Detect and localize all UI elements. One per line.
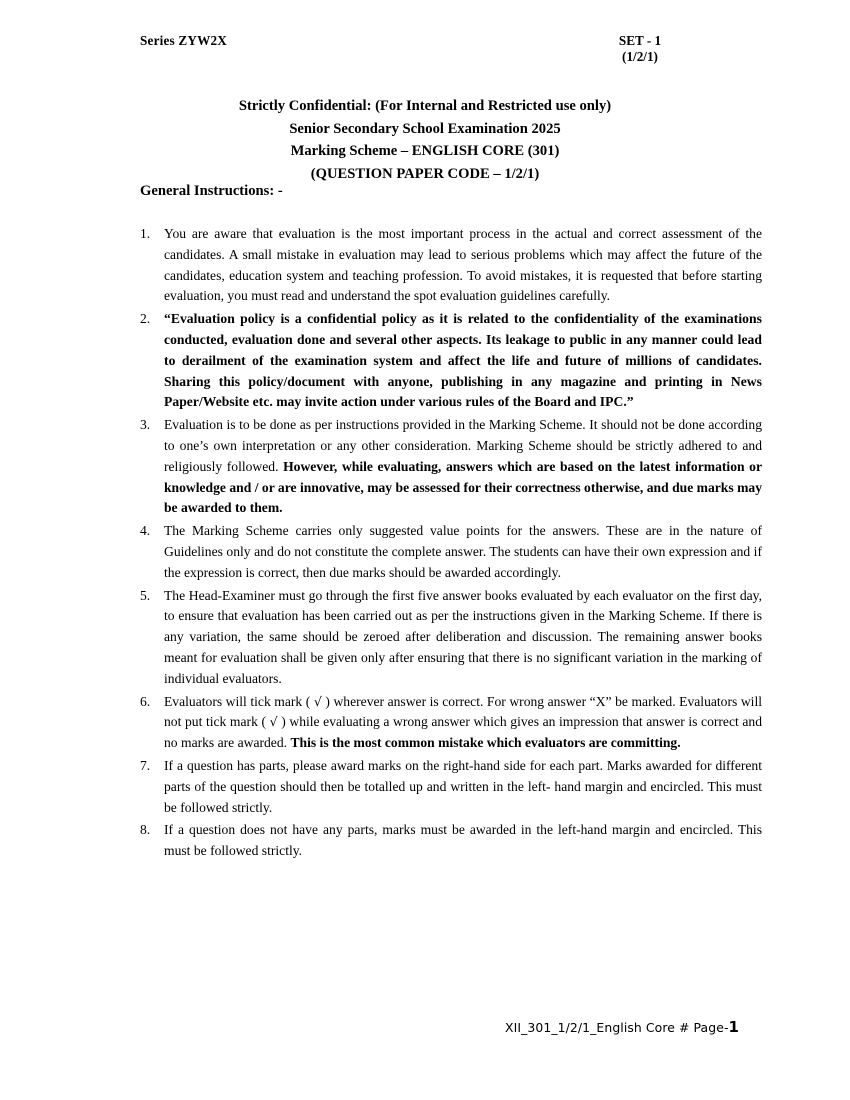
series-label: Series ZYW2X xyxy=(140,33,228,48)
instruction-text xyxy=(164,692,762,754)
title-block xyxy=(95,95,755,185)
instruction-text xyxy=(164,415,762,519)
instruction-item xyxy=(140,820,762,862)
instruction-text: The Marking Scheme carries only suggested value points for the answers. These are in the nature of Guidelines only and do not constitute the complete answer. The students can have their own expression and if the expression is correct, then due marks should be awarded accordingly. xyxy=(164,523,762,580)
set-label: SET - 1 xyxy=(618,33,662,48)
instruction-item xyxy=(140,756,762,818)
instruction-item xyxy=(140,309,762,413)
instruction-number: 1. xyxy=(140,226,151,241)
instruction-text: The Head-Examiner must go through the first five answer books evaluated by each evaluator on the first day, to ensure that evaluation has been carried out as per the instructions given in the Marking Scheme. If there is any variation, the same should be zeroed after deliberation and discussion. The remaining answer books meant for evaluation shall be given only after ensuring that there is no significant variation in the marking of individual evaluators. xyxy=(164,587,762,686)
instruction-item xyxy=(140,692,762,754)
instruction-item xyxy=(140,521,762,583)
instruction-text: If a question has parts, please award marks on the right-hand side for each part. Marks awarded for different parts of the question should then be totalled up and written in the left- hand margin and encircled. This must be followed strictly. xyxy=(164,757,762,815)
general-instructions-heading: General Instructions: - xyxy=(140,183,283,199)
instruction-number: 2. xyxy=(140,311,151,327)
footer-page-number: 1 xyxy=(728,1018,740,1036)
tick-mark-icon: √ xyxy=(269,714,278,730)
instruction-text: You are aware that evaluation is the most important process in the actual and correct assessment of the candidates. A small mistake in evaluation may lead to serious problems which may affect the future of the candidates, education system and teaching profession. To avoid mistakes, it is requested that before starting evaluation, you must read and understand the spot evaluation guidelines carefully. xyxy=(164,226,762,304)
instructions-list xyxy=(140,224,762,862)
instruction-number: 8. xyxy=(140,822,151,838)
title-examination: Senior Secondary School Examination 2025 xyxy=(289,120,561,137)
instruction-number: 7. xyxy=(140,757,151,773)
instruction-text-emphasis: This is the most common mistake which evaluators are committing. xyxy=(290,735,681,751)
instruction-item xyxy=(140,415,762,519)
instruction-item xyxy=(140,224,762,307)
tick-mark-icon: √ xyxy=(313,693,322,709)
title-confidential: Strictly Confidential: (For Internal and Restricted use only) xyxy=(238,98,612,114)
page-header xyxy=(140,33,760,73)
title-question-paper-code: (QUESTION PAPER CODE – 1/2/1) xyxy=(310,165,540,182)
instruction-item xyxy=(140,586,762,690)
set-code: (1/2/1) xyxy=(622,48,658,64)
instruction-number: 4. xyxy=(140,523,151,539)
instruction-text: “Evaluation policy is a confidential policy as it is related to the confidentiality of the examinations conducted, evaluation done and several other aspects. Its leakage to public in any manner could lead to derailment of the examination system and affect the life and future of millions of candidates. Sharing this policy/document with anyone, publishing in any magazine and printing in News Paper/Website etc. may invite action under various rules of the Board and IPC.” xyxy=(164,311,762,410)
instruction-text: If a question does not have any parts, marks must be awarded in the left-hand margin and encircled. This must be followed strictly. xyxy=(164,822,762,859)
set-block xyxy=(580,33,700,64)
instruction-text-regular: Evaluation is to be done as per instructions provided in the Marking Scheme. It should not be done according to one’s own interpretation or any other consideration. Marking Scheme should be strictly adhered to and religiously followed. xyxy=(164,417,762,474)
footer-text: XII_301_1/2/1_English Core # Page- xyxy=(505,1020,729,1035)
instruction-number: 3. xyxy=(140,417,151,433)
page-footer xyxy=(505,1018,765,1036)
title-marking-scheme: Marking Scheme – ENGLISH CORE (301) xyxy=(290,143,560,160)
instruction-number: 5. xyxy=(140,587,151,603)
instruction-number: 6. xyxy=(140,693,151,709)
instruction-text-regular: Evaluators will tick mark ( √ ) wherever answer is correct. For wrong answer “X” be marked. Evaluators will not put tick mark ( √ ) while evaluating a wrong answer which gives an impression that answer is correct and no marks are awarded. xyxy=(164,693,762,751)
instruction-text-emphasis: However, while evaluating, answers which are based on the latest information or knowledge and / or are innovative, may be assessed for their correctness otherwise, and due marks may be awarded to them. xyxy=(164,458,762,516)
